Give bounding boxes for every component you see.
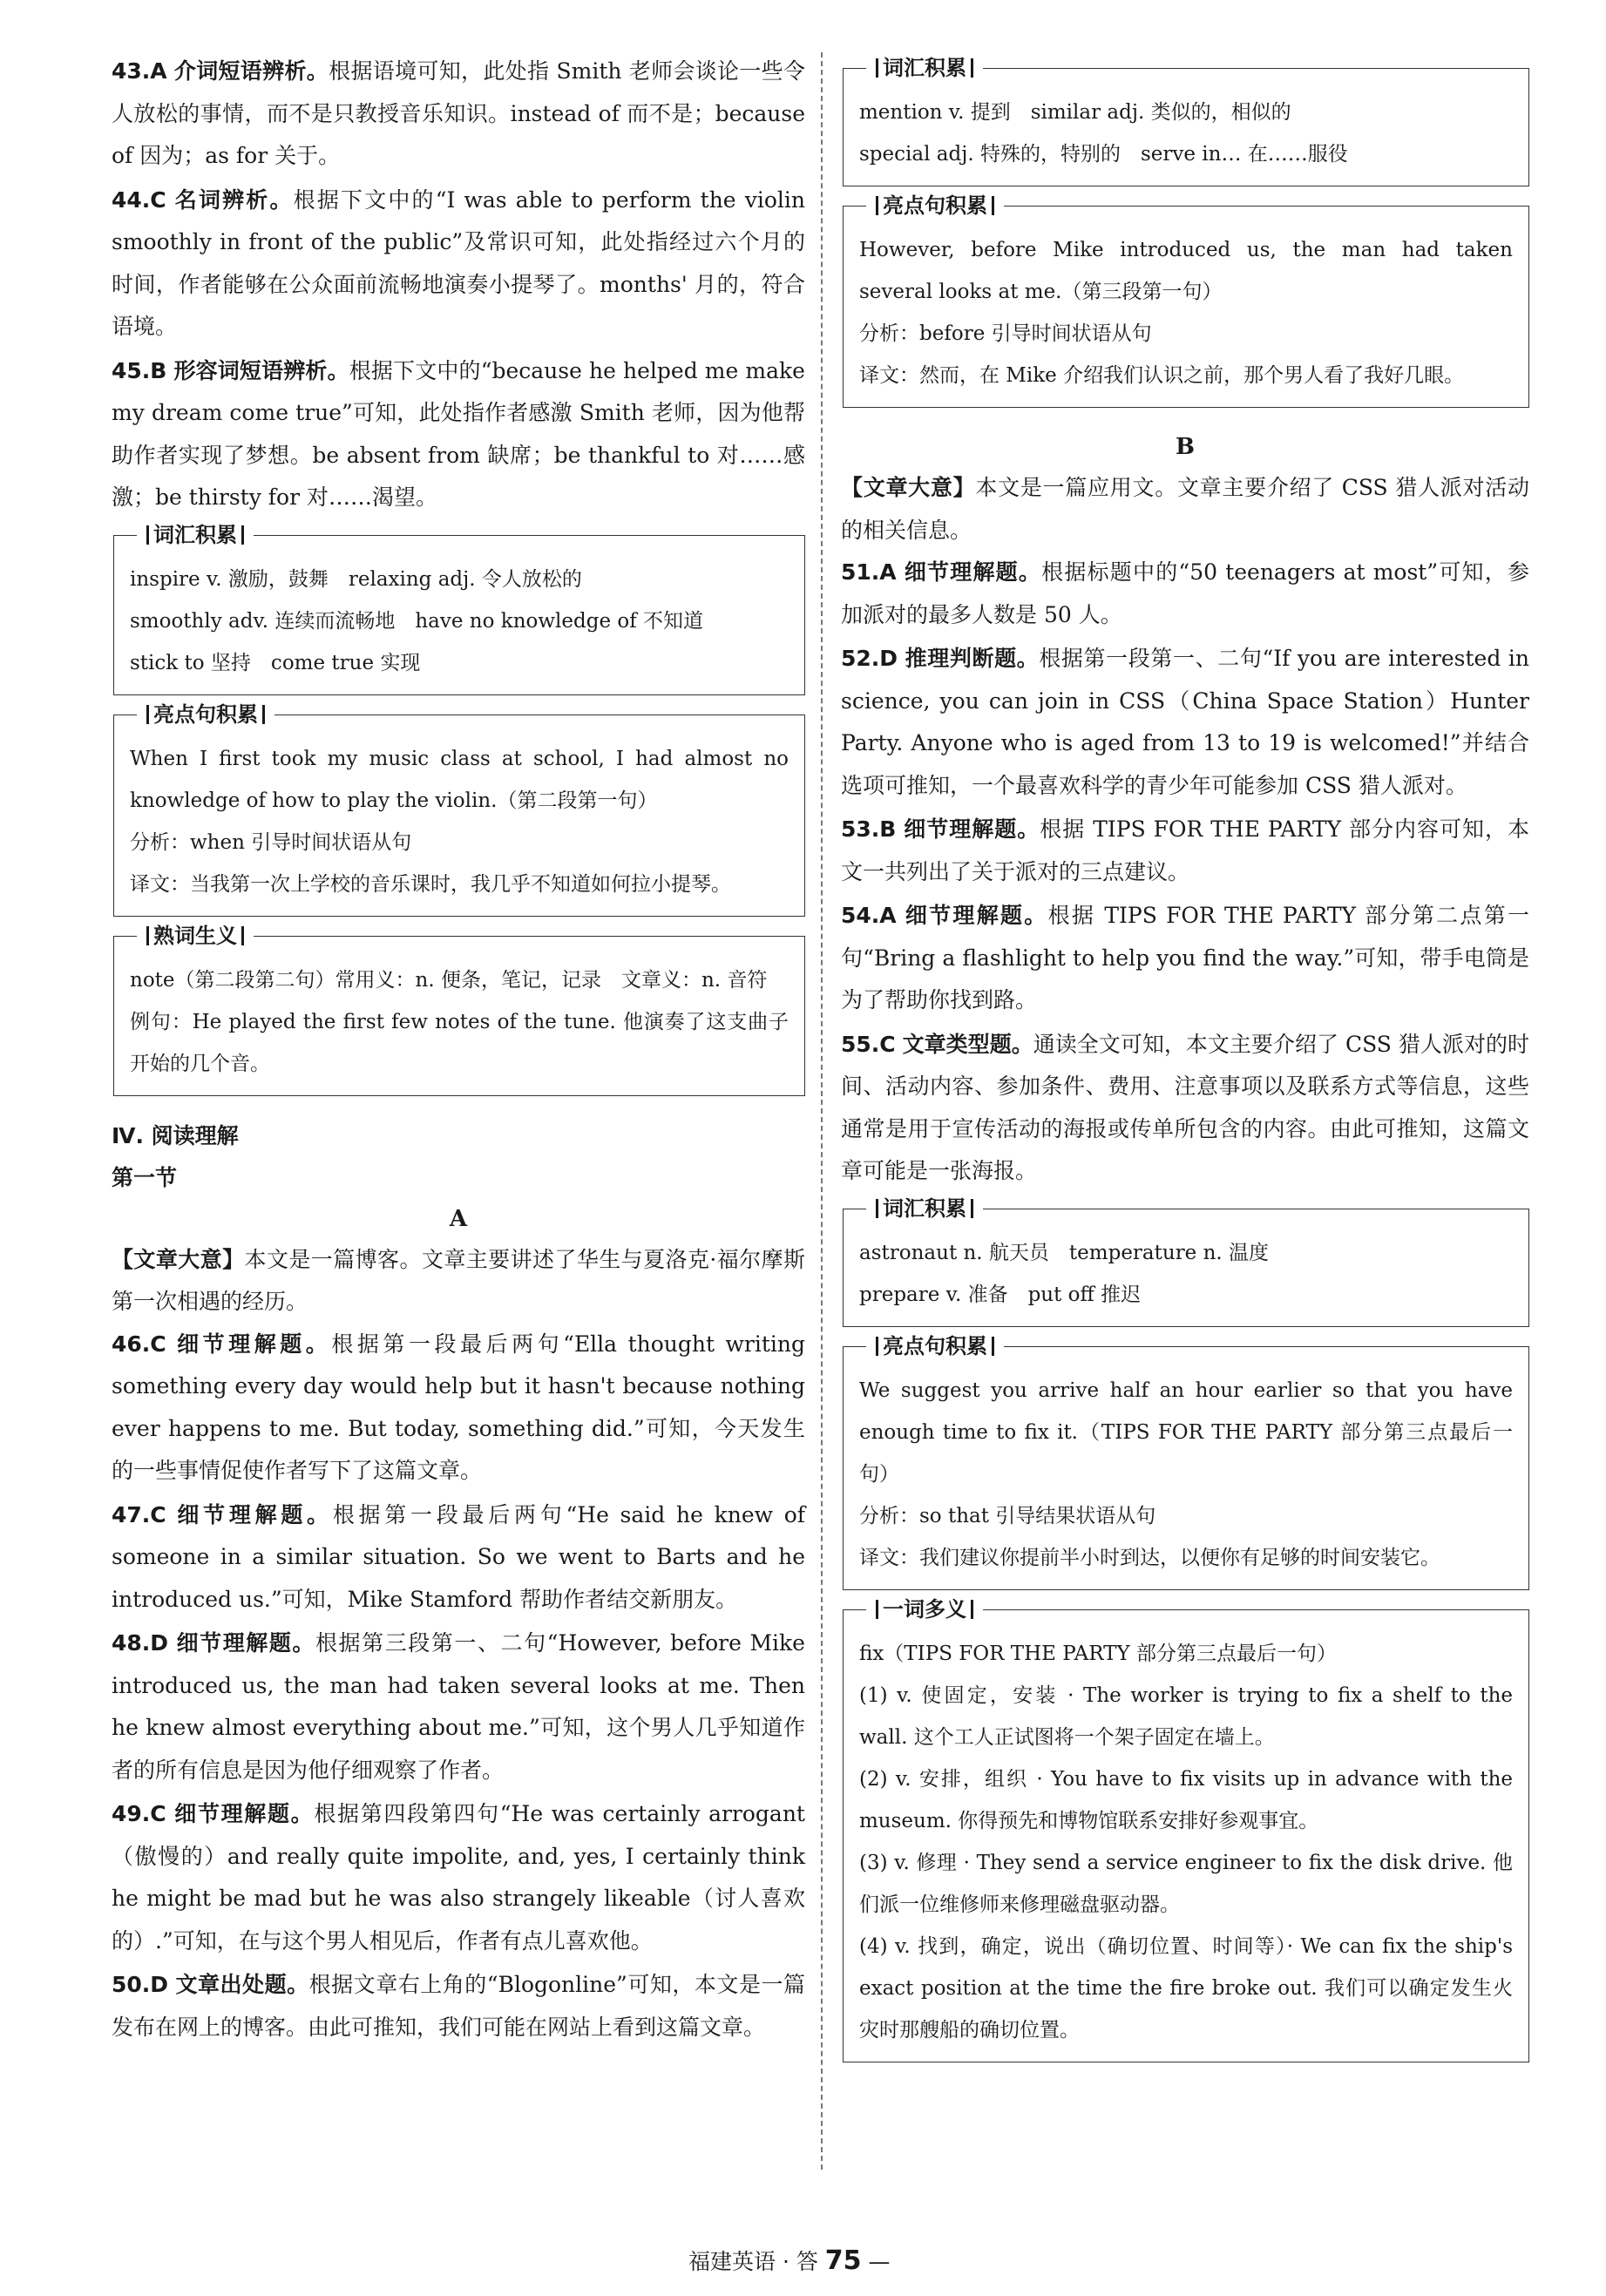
answer-text: 根据文章右上角的“Blogonline”可知，本文是一篇发布在网上的博客。由此可推知，我们可能在网站上看到这篇文章。 (112, 1972, 805, 2040)
box-line: (4) v. 找到，确定，说出（确切位置、时间等）· We can fix the ship's exact position at the time the fire broke out. 我们可以确定发生火灾时那艘船的确切位置。 (859, 1934, 1513, 2042)
answer-number: 48.D (112, 1630, 169, 1656)
answer-number: 51.A (841, 559, 897, 585)
answer-52 (841, 638, 1529, 807)
answer-text: 根据语境可知，此处指 Smith 老师会谈论一些令人放松的事情，而不是只教授音乐知识。instead of 而不是；because of 因为；as for 关于。 (112, 58, 805, 168)
box-line: When I first took my music class at school, I had almost no knowledge of how to play the violin.（第二段第一句） (130, 747, 789, 812)
page-footer (688, 2245, 891, 2276)
answer-51 (841, 552, 1529, 636)
summary-tag: 【文章大意】 (841, 475, 976, 500)
box-line: 分析：so that 引导结果状语从句 (859, 1504, 1156, 1527)
answer-46 (112, 1324, 805, 1493)
question-type: 细节理解题。 (176, 1630, 315, 1656)
answer-text: 根据第三段第一、二句“However, before Mike introduced us, the man had taken several looks at me. Then he knew almost everything about me.”可知，这个男人几乎知道作者的所有信息是因为他仔细观察了作者。 (112, 1630, 805, 1783)
box-title: 亮点句积累 (866, 193, 1004, 219)
footer-label: 福建英语 · 答 (688, 2249, 818, 2274)
box-line: note（第二段第二句）常用义：n. 便条，笔记，记录 文章义：n. 音符 (130, 968, 768, 992)
section-heading: Ⅳ. 阅读理解 (112, 1122, 239, 1148)
right-column (841, 51, 1529, 2082)
question-type: 细节理解题。 (905, 903, 1048, 928)
box-title: 词汇积累 (866, 55, 983, 81)
question-type: 形容词短语辨析。 (173, 357, 349, 383)
answer-text: 根据第一段最后两句“He said he knew of someone in a similar situation. So we went to Barts and he introduced us.”可知，Mike Stamford 帮助作者结交新朋友。 (112, 1501, 806, 1612)
answer-number: 52.D (841, 646, 898, 671)
answer-text: 根据标题中的“50 teenagers at most”可知，参加派对的最多人数是 50 人。 (841, 559, 1529, 627)
answer-47 (112, 1494, 805, 1622)
box-title: 熟词生义 (137, 923, 254, 949)
column-divider (821, 52, 823, 2170)
box-line: stick to 坚持 come true 实现 (130, 651, 421, 674)
sentence-box (113, 701, 805, 917)
answer-43 (112, 51, 805, 178)
box-line: However, before Mike introduced us, the man had taken several looks at me.（第三段第一句） (859, 239, 1513, 303)
question-type: 文章类型题。 (902, 1031, 1033, 1057)
familiar-word-box (113, 923, 805, 1096)
box-line: astronaut n. 航天员 temperature n. 温度 (859, 1241, 1270, 1264)
box-title: 亮点句积累 (137, 701, 274, 728)
box-line: 分析：when 引导时间状语从句 (130, 830, 412, 854)
answer-number: 44.C (112, 186, 166, 213)
question-type: 细节理解题。 (177, 1331, 332, 1357)
answer-text: 根据第一段第一、二句“If you are interested in science, you can join in CSS（China Space Station）Hunter Party. Anyone who is aged from 13 to 19 is welcomed!”并结合选项可推知，一个最喜欢科学的青少年可能参加 CSS 猎人派对。 (841, 646, 1529, 798)
answer-number: 45.B (112, 357, 167, 383)
answer-text: 根据下文中的“I was able to perform the violin smoothly in front of the public”及常识可知，此处指经过六个月的时间，作者能够在公众面前流畅地演奏小提琴了。months' 月的，符合语境。 (112, 186, 805, 339)
answer-text: 根据 TIPS FOR THE PARTY 部分第二点第一句“Bring a flashlight to help you find the way.”可知，带手电筒是为了帮助你找到路。 (841, 903, 1529, 1013)
box-line: (2) v. 安排，组织 · You have to fix visits up in advance with the museum. 你得预先和博物馆联系安排好参观事宜。 (859, 1767, 1513, 1832)
summary-b: 【文章大意】本文是一篇应用文。文章主要介绍了 CSS 猎人派对活动的相关信息。 (841, 475, 1529, 543)
sentence-box (843, 193, 1529, 408)
box-line: fix（TIPS FOR THE PARTY 部分第三点最后一句） (859, 1642, 1337, 1665)
question-type: 细节理解题。 (174, 1801, 315, 1826)
answer-text: 根据第四段第四句“He was certainly arrogant（傲慢的）and really quite impolite, and, yes, I certainly think he might be mad but he was also strangely likeable（讨人喜欢的）.”可知，在与这个男人相见后，作者有点儿喜欢他。 (112, 1801, 805, 1954)
answer-53 (841, 809, 1529, 893)
box-title: 一词多义 (866, 1596, 983, 1622)
box-line: (3) v. 修理 · They send a service engineer to fix the disk drive. 他们派一位维修师来修理磁盘驱动器。 (859, 1851, 1513, 1916)
answer-number: 49.C (112, 1801, 166, 1826)
box-line: smoothly adv. 连续而流畅地 have no knowledge of 不知道 (130, 609, 704, 633)
answer-text: 通读全文可知，本文主要介绍了 CSS 猎人派对的时间、活动内容、参加条件、费用、注意事项以及联系方式等信息，这些通常是用于宣传活动的海报或传单所包含的内容。由此可推知，这篇文章可能是一张海报。 (841, 1031, 1529, 1183)
answer-number: 54.A (841, 903, 897, 928)
box-line: 分析：before 引导时间状语从句 (859, 322, 1152, 345)
answer-48 (112, 1622, 805, 1791)
answer-49 (112, 1793, 805, 1962)
left-column (112, 51, 805, 2050)
answer-text: 根据 TIPS FOR THE PARTY 部分内容可知，本文一共列出了关于派对的三点建议。 (841, 816, 1529, 884)
vocab-box (843, 1195, 1529, 1327)
answer-55 (841, 1024, 1529, 1193)
vocab-box (843, 56, 1529, 186)
answer-number: 55.C (841, 1031, 896, 1057)
polysemy-box (843, 1596, 1529, 2062)
question-type: 细节理解题。 (904, 816, 1040, 842)
question-type: 名词辨析。 (174, 186, 294, 213)
part-label: A (449, 1205, 468, 1232)
box-line: We suggest you arrive half an hour earlier so that you have enough time to fix it.（TIPS FOR THE PARTY 部分第三点最后一句） (859, 1378, 1513, 1486)
answer-text: 根据第一段最后两句“Ella thought writing something every day would help but it hasn't because nothing ever happens to me. But today, something did.”可知，今天发生的一些事情促使作者写下了这篇文章。 (112, 1331, 805, 1483)
answer-45 (112, 350, 805, 519)
summary-tag: 【文章大意】 (112, 1246, 245, 1272)
box-line: 译文：当我第一次上学校的音乐课时，我几乎不知道如何拉小提琴。 (130, 872, 731, 896)
answer-number: 43.A (112, 58, 167, 84)
part-label: B (1176, 434, 1195, 460)
box-line: 译文：我们建议你提前半小时到达，以便你有足够的时间安装它。 (859, 1546, 1440, 1569)
question-type: 文章出处题。 (175, 1972, 309, 1997)
page-number: 75 (824, 2245, 862, 2276)
box-title: 亮点句积累 (866, 1333, 1004, 1359)
question-type: 推理判断题。 (905, 646, 1040, 671)
answer-number: 47.C (112, 1501, 166, 1527)
footer-dash: — (868, 2249, 891, 2274)
answer-text: 根据下文中的“because he helped me make my dream come true”可知，此处指作者感激 Smith 老师，因为他帮助作者实现了梦想。be absent from 缺席；be thankful to 对……感激；be thirsty for 对……渴望。 (112, 357, 805, 510)
sentence-box (843, 1333, 1529, 1590)
box-line: mention v. 提到 similar adj. 类似的，相似的 (859, 101, 1291, 124)
answer-44 (112, 179, 805, 349)
answer-54 (841, 895, 1529, 1022)
box-title: 词汇积累 (137, 522, 254, 548)
question-type: 介词短语辨析。 (173, 58, 329, 84)
question-type: 细节理解题。 (904, 559, 1042, 585)
answer-number: 53.B (841, 816, 897, 842)
answer-50 (112, 1964, 805, 2049)
section-subheading: 第一节 (112, 1164, 178, 1190)
answer-number: 46.C (112, 1331, 166, 1357)
box-line: 例句：He played the first few notes of the tune. 他演奏了这支曲子开始的几个音。 (130, 1010, 789, 1075)
box-line: special adj. 特殊的，特别的 serve in… 在……服役 (859, 143, 1348, 166)
box-line: prepare v. 准备 put off 推迟 (859, 1283, 1142, 1306)
box-title: 词汇积累 (866, 1195, 983, 1222)
box-line: (1) v. 使固定，安装 · The worker is trying to fix a shelf to the wall. 这个工人正试图将一个架子固定在墙上。 (859, 1683, 1513, 1749)
vocab-box (113, 522, 805, 695)
question-type: 细节理解题。 (177, 1501, 333, 1527)
box-line: inspire v. 激励，鼓舞 relaxing adj. 令人放松的 (130, 567, 582, 591)
summary-a: 【文章大意】本文是一篇博客。文章主要讲述了华生与夏洛克·福尔摩斯第一次相遇的经历。 (112, 1246, 805, 1314)
answer-number: 50.D (112, 1972, 169, 1997)
box-line: 译文：然而，在 Mike 介绍我们认识之前，那个男人看了我好几眼。 (859, 364, 1465, 387)
